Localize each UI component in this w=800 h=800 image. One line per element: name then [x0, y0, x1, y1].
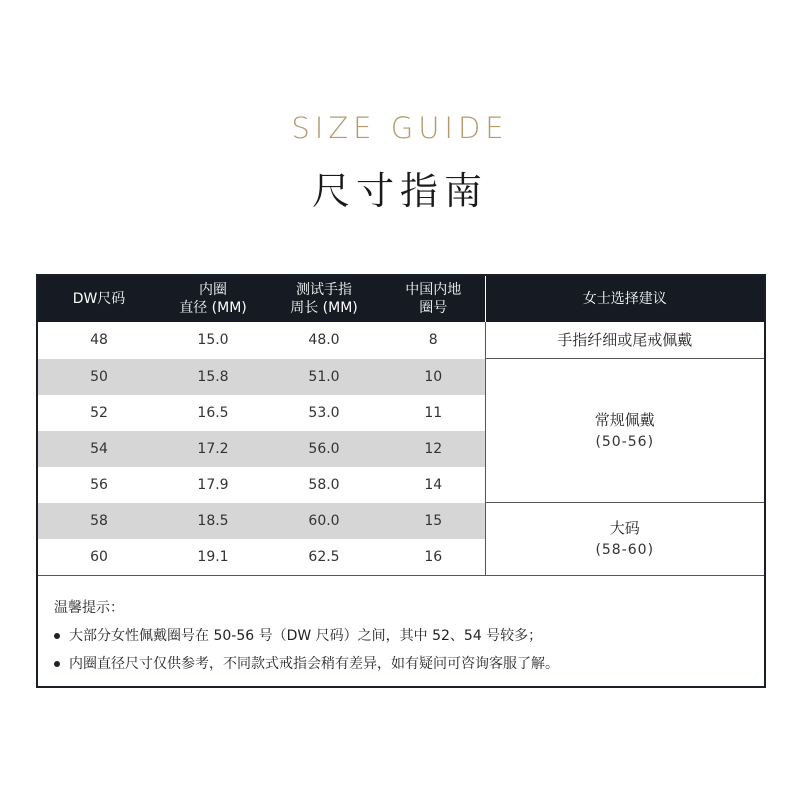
cell-inner-diameter: 18.5 [160, 503, 266, 539]
title-chinese: 尺寸指南 [311, 169, 488, 213]
cell-inner-diameter: 17.2 [160, 431, 266, 467]
cell-china-size: 11 [424, 404, 443, 421]
recommendation-regular [485, 359, 764, 503]
recommendation-regular-label: 常规佩戴 [594, 410, 655, 429]
cell-china-size: 16 [382, 539, 485, 576]
cell-dw-size: 60 [38, 539, 160, 576]
cell-dw-size: 52 [90, 404, 108, 421]
tip-text: 内圈直径尺寸仅供参考，不同款式戒指会稍有差异，如有疑问可咨询客服了解。 [69, 655, 559, 672]
cell-china-size: 10 [382, 359, 485, 395]
cell-dw-size: 48 [90, 332, 108, 349]
cell-finger-circumference: 60.0 [266, 503, 382, 539]
cell-inner-diameter: 19.1 [160, 539, 266, 576]
cell-china-size: 15 [382, 503, 485, 539]
cell-dw-size: 56 [90, 476, 108, 493]
cell-finger-circumference: 56.0 [266, 431, 382, 467]
column-header-dw-size: DW尺码 [38, 276, 160, 322]
cell-china-size: 8 [428, 332, 438, 349]
recommendation-large-label: 大码 [609, 518, 640, 537]
size-guide-panel [36, 274, 766, 688]
cell-finger-circumference: 51.0 [266, 359, 382, 395]
cell-inner-diameter: 17.9 [197, 476, 229, 493]
table-row [38, 322, 764, 359]
tip-item [54, 650, 764, 678]
tips-title: 温馨提示： [54, 599, 124, 616]
cell-china-size: 14 [424, 476, 443, 493]
cell-inner-diameter: 15.8 [160, 359, 266, 395]
cell-inner-diameter: 16.5 [197, 404, 229, 421]
cell-dw-size: 58 [38, 503, 160, 539]
size-table [38, 276, 764, 576]
cell-finger-circumference: 53.0 [308, 404, 340, 421]
column-header-china-size: 中国内地 圈号 [382, 276, 485, 322]
recommendation-regular-range: (50-56) [595, 433, 655, 450]
column-header-inner-diameter: 内圈 直径 (MM) [160, 276, 266, 322]
recommendation-slim: 手指纤细或尾戒佩戴 [485, 322, 764, 359]
cell-dw-size: 54 [38, 431, 160, 467]
bullet-icon [54, 661, 60, 667]
column-header-finger-circumference: 测试手指 周长 (MM) [266, 276, 382, 322]
cell-finger-circumference: 48.0 [308, 332, 340, 349]
tip-item [54, 622, 764, 650]
column-header-recommendation: 女士选择建议 [485, 276, 764, 322]
cell-dw-size: 50 [38, 359, 160, 395]
cell-finger-circumference: 62.5 [266, 539, 382, 576]
table-header-row [38, 276, 764, 322]
cell-finger-circumference: 58.0 [308, 476, 340, 493]
tip-text: 大部分女性佩戴圈号在 50-56 号（DW 尺码）之间，其中 52、54 号较多； [69, 627, 543, 644]
recommendation-large [485, 503, 764, 576]
cell-inner-diameter: 15.0 [197, 332, 229, 349]
bullet-icon [54, 633, 60, 639]
recommendation-large-range: (58-60) [595, 541, 655, 558]
table-row [38, 503, 764, 539]
table-row [38, 359, 764, 395]
cell-china-size: 12 [382, 431, 485, 467]
tips-section [38, 576, 764, 678]
title-english: SIZE GUIDE [291, 111, 509, 145]
